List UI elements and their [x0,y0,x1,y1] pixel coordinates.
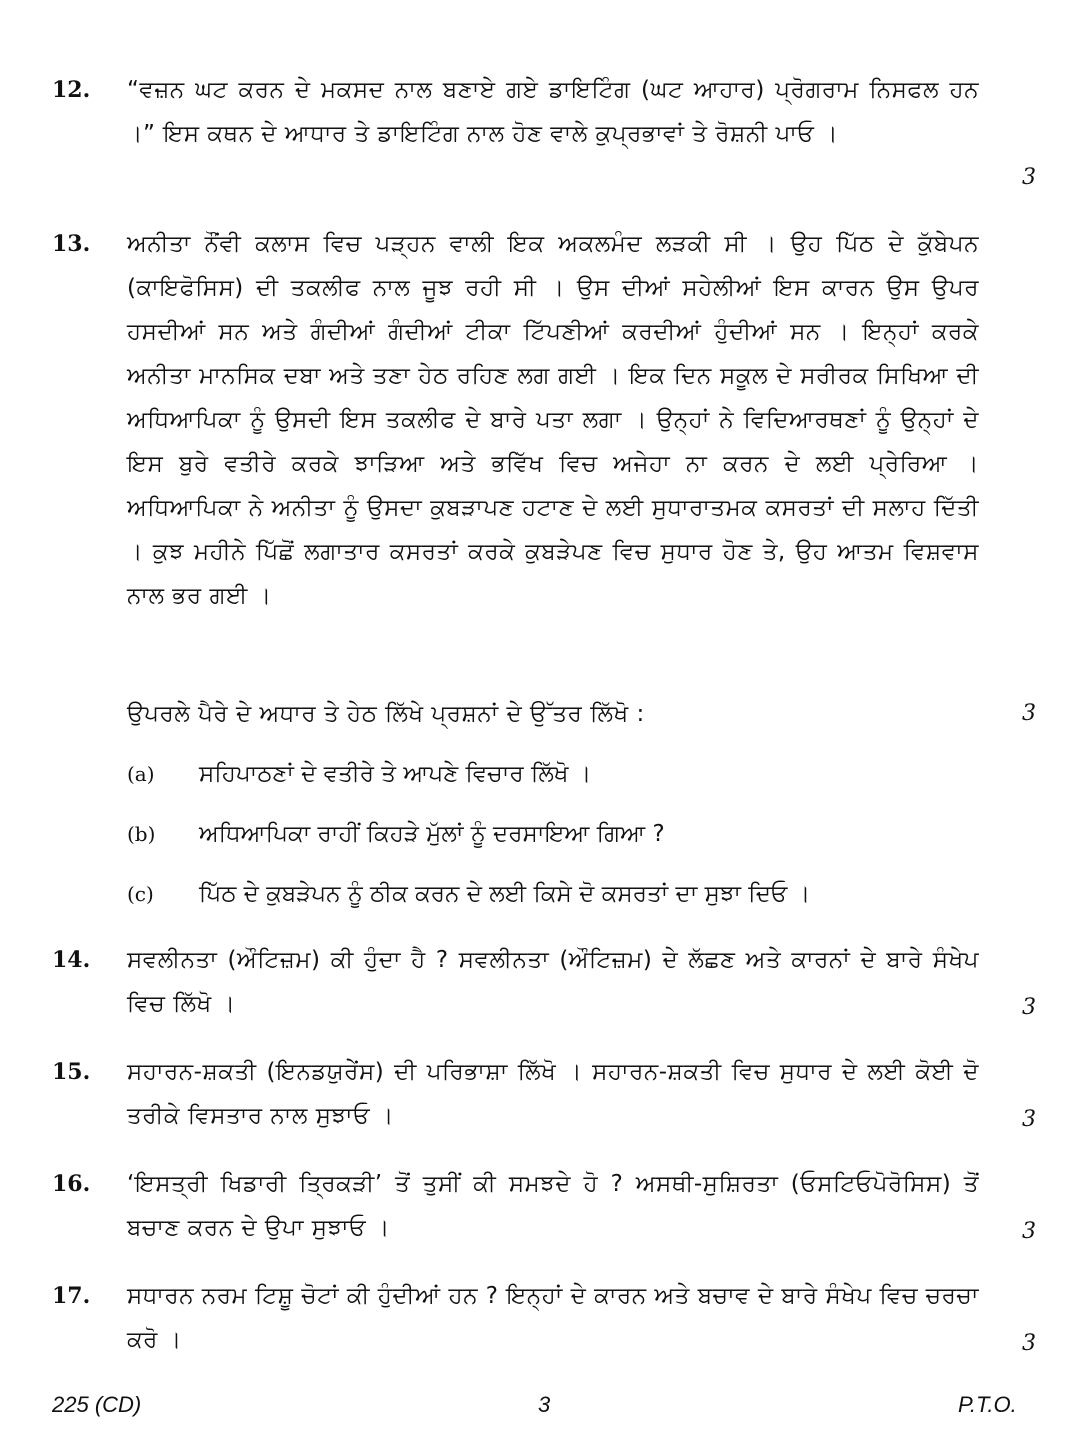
question-number: 13. [52,231,91,257]
subpart-label: (b) [127,822,156,846]
page-number: 3 [538,1392,551,1417]
question-16 [52,1162,1042,1262]
marks: 3 [1022,1219,1036,1244]
question-text: ਸਧਾਰਨ ਨਰਮ ਟਿਸ਼ੂ ਚੋਟਾਂ ਕੀ ਹੁੰਦੀਆਂ ਹਨ ? ਇਨ੍ਹਾਂ ਦੇ ਕਾਰਨ ਅਤੇ ਬਚਾਵ ਦੇ ਬਾਰੇ ਸੰਖੇਪ ਵਿਚ ਚਰਚਾ ਕਰੋ । [127,1283,979,1353]
subpart-c [127,872,987,916]
subpart-label: (c) [127,882,154,906]
question-instruction: ਉਪਰਲੇ ਪੈਰੇ ਦੇ ਅਧਾਰ ਤੇ ਹੇਠ ਲਿੱਖੇ ਪ੍ਰਸ਼ਨਾਂ ਦੇ ਉੱਤਰ ਲਿੱਖੋ : [127,701,645,727]
question-number: 12. [52,77,91,103]
question-13 [52,222,1042,922]
question-number: 17. [52,1283,91,1309]
subpart-text: ਸਹਿਪਾਠਣਾਂ ਦੇ ਵਤੀਰੇ ਤੇ ਆਪਣੇ ਵਿਚਾਰ ਲਿੱਖੋ । [199,761,592,787]
question-text: “ਵਜ਼ਨ ਘਟ ਕਰਨ ਦੇ ਮਕਸਦ ਨਾਲ ਬਣਾਏ ਗਏ ਡਾਇਟਿੰਗ (ਘਟ ਆਹਾਰ) ਪ੍ਰੋਗਰਾਮ ਨਿਸਫਲ ਹਨ ।” ਇਸ ਕਥਨ ਦੇ ਆਧਾਰ ਤੇ ਡਾਇਟਿੰਗ ਨਾਲ ਹੋਣ ਵਾਲੇ ਕੁਪ੍ਰਭਾਵਾਂ ਤੇ ਰੋਸ਼ਨੀ ਪਾਓ । [127,77,979,147]
subpart-text: ਅਧਿਆਪਿਕਾ ਰਾਹੀਂ ਕਿਹੜੇ ਮੁੱਲਾਂ ਨੂੰ ਦਰਸਾਇਆ ਗਿਆ ? [199,821,665,847]
paper-code: 225 (CD) [52,1392,142,1417]
subpart-label: (a) [127,762,155,786]
question-17 [52,1274,1042,1374]
marks: 3 [1022,701,1036,726]
marks: 3 [1022,1331,1036,1356]
question-15 [52,1050,1042,1150]
subpart-b [127,812,987,856]
subpart-a [127,752,987,796]
marks: 3 [1022,165,1036,190]
subpart-text: ਪਿੱਠ ਦੇ ਕੁਬੜੇਪਨ ਨੂੰ ਠੀਕ ਕਰਨ ਦੇ ਲਈ ਕਿਸੇ ਦੋ ਕਸਰਤਾਂ ਦਾ ਸੁਝਾ ਦਿਓ । [199,881,811,907]
question-text: ਸਵਲੀਨਤਾ (ਔਟਿਜ਼ਮ) ਕੀ ਹੁੰਦਾ ਹੈ ? ਸਵਲੀਨਤਾ (ਔਟਿਜ਼ਮ) ਦੇ ਲੱਛਣ ਅਤੇ ਕਾਰਨਾਂ ਦੇ ਬਾਰੇ ਸੰਖੇਪ ਵਿਚ ਲਿੱਖੋ । [127,947,979,1017]
question-12 [52,68,1042,208]
question-text: ਸਹਾਰਨ-ਸ਼ਕਤੀ (ਇਨਡਯੁਰੇਂਸ) ਦੀ ਪਰਿਭਾਸ਼ਾ ਲਿੱਖੋ । ਸਹਾਰਨ-ਸ਼ਕਤੀ ਵਿਚ ਸੁਧਾਰ ਦੇ ਲਈ ਕੋਈ ਦੋ ਤਰੀਕੇ ਵਿਸਤਾਰ ਨਾਲ ਸੁਝਾਓ । [127,1059,979,1129]
marks: 3 [1022,995,1036,1020]
question-passage: ਅਨੀਤਾ ਨੌਂਵੀ ਕਲਾਸ ਵਿਚ ਪੜ੍ਹਨ ਵਾਲੀ ਇਕ ਅਕਲਮੰਦ ਲੜਕੀ ਸੀ । ਉਹ ਪਿੱਠ ਦੇ ਕੁੱਬੇਪਨ (ਕਾਇਫੋਸਿਸ) ਦੀ ਤਕਲੀਫ ਨਾਲ ਜੂਝ ਰਹੀ ਸੀ । ਉਸ ਦੀਆਂ ਸਹੇਲੀਆਂ ਇਸ ਕਾਰਨ ਉਸ ਉਪਰ ਹਸਦੀਆਂ ਸਨ ਅਤੇ ਗੰਦੀਆਂ ਗੰਦੀਆਂ ਟੀਕਾ ਟਿੱਪਣੀਆਂ ਕਰਦੀਆਂ ਹੁੰਦੀਆਂ ਸਨ । ਇਨ੍ਹਾਂ ਕਰਕੇ ਅਨੀਤਾ ਮਾਨਸਿਕ ਦਬਾ ਅਤੇ ਤਣਾ ਹੇਠ ਰਹਿਣ ਲਗ ਗਈ । ਇਕ ਦਿਨ ਸਕੂਲ ਦੇ ਸਰੀਰਕ ਸਿਖਿਆ ਦੀ ਅਧਿਆਪਿਕਾ ਨੂੰ ਉਸਦੀ ਇਸ ਤਕਲੀਫ ਦੇ ਬਾਰੇ ਪਤਾ ਲਗਾ । ਉਨ੍ਹਾਂ ਨੇ ਵਿਦਿਆਰਥਣਾਂ ਨੂੰ ਉਨ੍ਹਾਂ ਦੇ ਇਸ ਬੁਰੇ ਵਤੀਰੇ ਕਰਕੇ ਝਾੜਿਆ ਅਤੇ ਭਵਿੱਖ ਵਿਚ ਅਜੇਹਾ ਨਾ ਕਰਨ ਦੇ ਲਈ ਪ੍ਰੇਰਿਆ । ਅਧਿਆਪਿਕਾ ਨੇ ਅਨੀਤਾ ਨੂੰ ਉਸਦਾ ਕੁਬੜਾਪਣ ਹਟਾਣ ਦੇ ਲਈ ਸੁਧਾਰਾਤਮਕ ਕਸਰਤਾਂ ਦੀ ਸਲਾਹ ਦਿੱਤੀ । ਕੁਝ ਮਹੀਨੇ ਪਿੱਛੋਂ ਲਗਾਤਾਰ ਕਸਰਤਾਂ ਕਰਕੇ ਕੁਬੜੇਪਣ ਵਿਚ ਸੁਧਾਰ ਹੋਣ ਤੇ, ਉਹ ਆਤਮ ਵਿਸ਼ਵਾਸ ਨਾਲ ਭਰ ਗਈ । [127,231,979,609]
marks: 3 [1022,1107,1036,1132]
question-14 [52,938,1042,1038]
question-number: 15. [52,1059,91,1085]
question-text: ‘ਇਸਤ੍ਰੀ ਖਿਡਾਰੀ ਤ੍ਰਿਕੜੀ’ ਤੋਂ ਤੁਸੀਂ ਕੀ ਸਮਝਦੇ ਹੋ ? ਅਸਥੀ-ਸੁਸ਼ਿਰਤਾ (ਓਸਟਿਓਪੋਰੋਸਿਸ) ਤੋਂ ਬਚਾਣ ਕਰਨ ਦੇ ਉਪਾ ਸੁਝਾਓ । [127,1171,979,1241]
pto-label: P.T.O. [958,1392,1017,1417]
question-number: 14. [52,947,91,973]
question-number: 16. [52,1171,91,1197]
